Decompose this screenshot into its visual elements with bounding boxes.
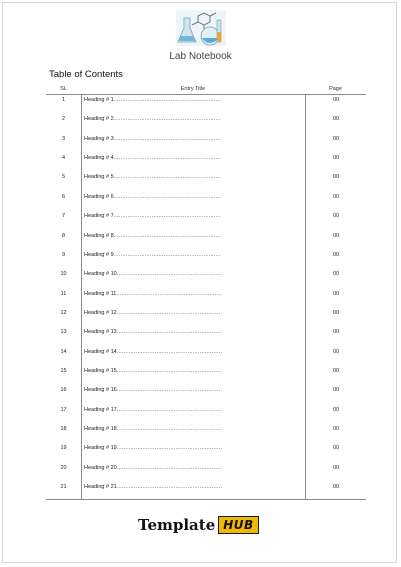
- row-sl: 1: [61, 97, 66, 103]
- row-page: 00: [332, 232, 340, 239]
- table-row: [46, 97, 366, 107]
- table-row: [46, 233, 366, 243]
- leader-dots: ..............................................................: [113, 155, 221, 162]
- leader-dots: .............................................................: [116, 445, 223, 452]
- row-page: 00: [332, 329, 340, 336]
- row-entry-title: [84, 174, 300, 180]
- row-entry-label: Heading # 16: [84, 387, 117, 394]
- row-sl: 16: [60, 387, 67, 394]
- row-entry-label: Heading # 17: [84, 406, 117, 413]
- row-entry-label: Heading # 14: [84, 348, 117, 355]
- row-page: 00: [332, 348, 340, 355]
- column-header-sl: SL: [60, 86, 67, 92]
- row-entry-label: Heading # 1: [84, 97, 114, 103]
- row-entry-label: Heading # 4: [84, 155, 114, 162]
- row-sl: 17: [60, 406, 67, 413]
- row-entry-title: [84, 387, 300, 393]
- row-entry-title: [84, 426, 300, 432]
- leader-dots: .............................................................: [116, 464, 223, 471]
- row-entry-label: Heading # 15: [84, 367, 117, 374]
- table-row: [46, 271, 366, 281]
- row-entry-label: Heading # 21: [84, 484, 117, 490]
- table-row: [46, 252, 366, 262]
- table-row: [46, 368, 366, 378]
- leader-dots: ..............................................................: [113, 174, 221, 181]
- row-sl: 19: [60, 445, 67, 452]
- row-sl: 15: [60, 367, 67, 374]
- row-sl: 7: [61, 213, 66, 220]
- leader-dots: .............................................................: [116, 426, 223, 432]
- table-row: [46, 136, 366, 146]
- leader-dots: .............................................................: [116, 387, 223, 394]
- row-entry-label: Heading # 12: [84, 309, 117, 316]
- brand-suffix-badge: HUB: [218, 516, 258, 534]
- row-entry-title: [84, 291, 300, 297]
- row-entry-title: [84, 407, 300, 413]
- row-sl: 10: [60, 271, 67, 278]
- table-row: [46, 484, 366, 494]
- row-page: 00: [332, 251, 340, 258]
- leader-dots: .............................................................: [116, 290, 222, 297]
- row-page: 00: [332, 426, 340, 432]
- row-entry-title: [84, 136, 300, 142]
- row-entry-title: [84, 349, 300, 355]
- row-page: 00: [332, 309, 340, 316]
- toc-heading: Table of Contents: [49, 69, 123, 80]
- row-sl: 5: [61, 174, 66, 181]
- table-row: [46, 445, 366, 455]
- row-page: 00: [332, 271, 340, 278]
- row-entry-title: [84, 445, 300, 451]
- row-entry-title: [84, 97, 300, 103]
- row-entry-title: [84, 252, 300, 258]
- leader-dots: ..............................................................: [113, 213, 221, 220]
- table-row: [46, 349, 366, 359]
- row-entry-label: Heading # 20: [84, 464, 117, 471]
- row-page: 00: [332, 290, 340, 297]
- row-sl: 12: [60, 309, 67, 316]
- leader-dots: .............................................................: [116, 271, 223, 278]
- leader-dots: .............................................................: [116, 484, 223, 490]
- table-row: [46, 465, 366, 475]
- row-page: 00: [332, 193, 340, 200]
- table-row: [46, 155, 366, 165]
- row-sl: 20: [60, 464, 67, 471]
- row-sl: 18: [60, 426, 67, 432]
- row-entry-title: [84, 484, 300, 490]
- row-page: 00: [332, 116, 340, 123]
- row-page: 00: [332, 387, 340, 394]
- header-rule: [46, 94, 366, 95]
- table-row: [46, 329, 366, 339]
- table-row: [46, 291, 366, 301]
- row-entry-label: Heading # 8: [84, 232, 114, 239]
- leader-dots: .............................................................: [116, 309, 223, 316]
- leader-dots: .............................................................: [116, 348, 223, 355]
- row-entry-title: [84, 368, 300, 374]
- row-page: 00: [332, 464, 340, 471]
- row-page: 00: [332, 213, 340, 220]
- row-entry-label: Heading # 9: [84, 251, 114, 258]
- row-page: 00: [332, 367, 340, 374]
- brand-name: Template: [138, 516, 216, 534]
- row-entry-label: Heading # 3: [84, 135, 114, 142]
- page-title: Lab Notebook: [169, 51, 232, 62]
- row-sl: 8: [61, 232, 66, 239]
- row-page: 00: [332, 97, 340, 103]
- row-sl: 2: [61, 116, 66, 123]
- leader-dots: ..............................................................: [113, 193, 221, 200]
- row-page: 00: [332, 155, 340, 162]
- row-entry-label: Heading # 10: [84, 271, 117, 278]
- row-entry-title: [84, 116, 300, 122]
- leader-dots: ..............................................................: [113, 251, 221, 258]
- column-header-entry-title: Entry Title: [180, 86, 206, 92]
- row-page: 00: [332, 406, 340, 413]
- row-entry-title: [84, 213, 300, 219]
- row-entry-label: Heading # 13: [84, 329, 117, 336]
- table-row: [46, 213, 366, 223]
- leader-dots: ..............................................................: [113, 116, 221, 123]
- row-sl: 9: [61, 251, 66, 258]
- row-entry-label: Heading # 11: [84, 290, 117, 297]
- leader-dots: .............................................................: [116, 406, 223, 413]
- leader-dots: .............................................................: [116, 367, 223, 374]
- lab-flask-molecule-icon: [176, 10, 226, 46]
- row-sl: 13: [60, 329, 67, 336]
- row-entry-label: Heading # 5: [84, 174, 114, 181]
- row-entry-label: Heading # 18: [84, 426, 117, 432]
- table-bottom-rule: [46, 499, 366, 500]
- leader-dots: ..............................................................: [113, 135, 221, 142]
- row-entry-label: Heading # 2: [84, 116, 114, 123]
- table-row: [46, 407, 366, 417]
- row-sl: 6: [61, 193, 66, 200]
- row-entry-title: [84, 329, 300, 335]
- row-entry-title: [84, 310, 300, 316]
- toc-table: [46, 84, 366, 500]
- leader-dots: ..............................................................: [113, 232, 221, 239]
- table-row: [46, 194, 366, 204]
- row-entry-title: [84, 233, 300, 239]
- row-page: 00: [332, 135, 340, 142]
- table-row: [46, 426, 366, 436]
- row-sl: 3: [61, 135, 66, 142]
- row-entry-label: Heading # 19: [84, 445, 117, 452]
- row-entry-title: [84, 271, 300, 277]
- row-page: 00: [332, 445, 340, 452]
- leader-dots: ..............................................................: [113, 97, 221, 103]
- table-row: [46, 174, 366, 184]
- table-row: [46, 310, 366, 320]
- row-entry-label: Heading # 7: [84, 213, 114, 220]
- row-page: 00: [332, 174, 340, 181]
- row-entry-title: [84, 155, 300, 161]
- row-entry-title: [84, 465, 300, 471]
- brand-logo: [138, 515, 259, 535]
- row-sl: 11: [60, 290, 67, 297]
- row-sl: 21: [60, 484, 67, 490]
- row-entry-title: [84, 194, 300, 200]
- table-row: [46, 387, 366, 397]
- row-entry-label: Heading # 6: [84, 193, 114, 200]
- column-header-page: Page: [329, 86, 342, 92]
- row-page: 00: [332, 484, 340, 490]
- table-row: [46, 116, 366, 126]
- row-sl: 14: [60, 348, 67, 355]
- row-sl: 4: [61, 155, 66, 162]
- leader-dots: .............................................................: [116, 329, 223, 336]
